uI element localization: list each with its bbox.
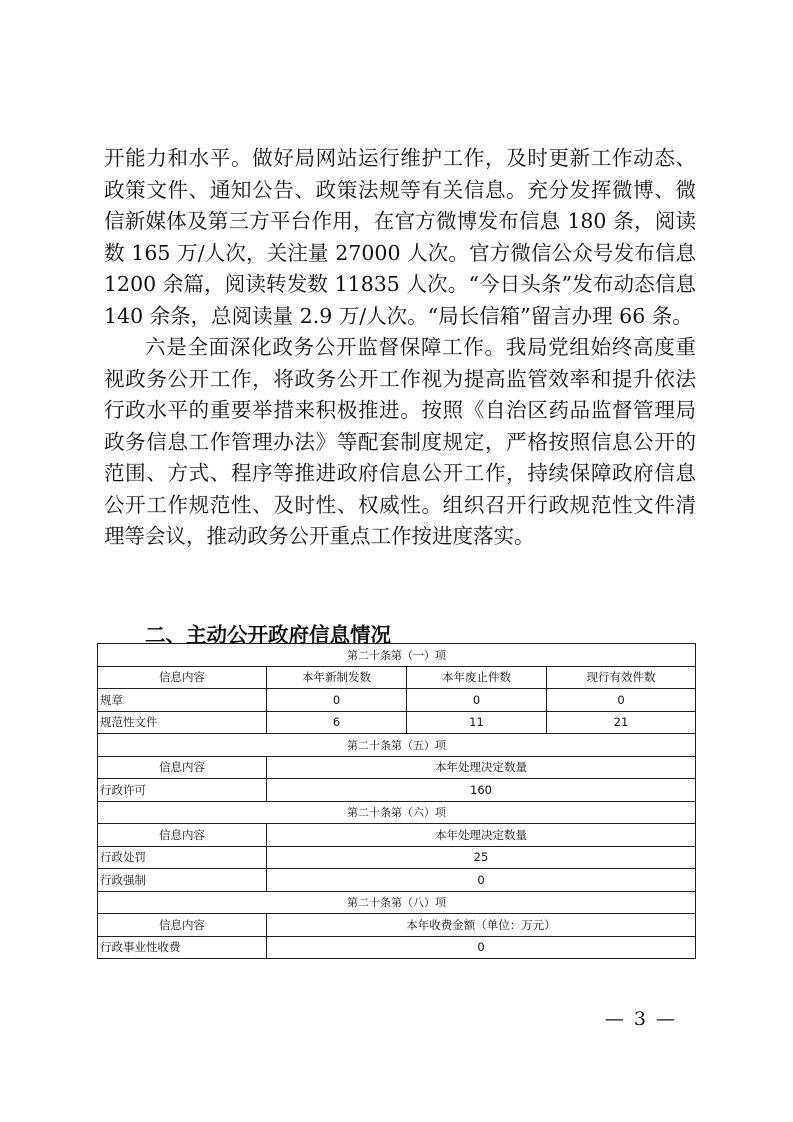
table-row [98,869,696,892]
table-cell: 6 [267,711,407,734]
section-title: 第二十条第（一）项 [98,644,696,667]
header-cell: 信息内容 [98,756,267,779]
table-section-row [98,734,696,757]
header-cell: 本年新制发数 [267,666,407,689]
row-label: 行政强制 [98,869,267,892]
table-header-row [98,756,696,779]
section-title: 第二十条第（八）项 [98,891,696,914]
info-disclosure-table [97,643,696,959]
row-label: 行政处罚 [98,846,267,869]
header-cell: 现行有效件数 [547,666,696,689]
header-cell: 信息内容 [98,914,267,937]
header-cell: 信息内容 [98,666,267,689]
table-row [98,779,696,802]
header-cell: 本年处理决定数量 [267,824,696,847]
table-cell: 0 [407,689,547,712]
table-section-row [98,801,696,824]
section-title: 第二十条第（六）项 [98,801,696,824]
section-title: 第二十条第（五）项 [98,734,696,757]
table-row [98,689,696,712]
table-header-row [98,824,696,847]
row-label: 行政事业性收费 [98,936,267,959]
header-cell: 信息内容 [98,824,267,847]
table-cell: 160 [267,779,696,802]
table-cell: 21 [547,711,696,734]
table-header-row [98,666,696,689]
body-text [104,143,696,553]
table-cell: 0 [267,689,407,712]
table-cell: 0 [267,869,696,892]
row-label: 规范性文件 [98,711,267,734]
table-cell: 0 [547,689,696,712]
table-cell: 11 [407,711,547,734]
table-section-row [98,644,696,667]
page-number: — 3 — [604,1008,677,1030]
row-label: 行政许可 [98,779,267,802]
table-cell: 0 [267,936,696,959]
table-section-row [98,891,696,914]
table-row [98,936,696,959]
table-cell: 25 [267,846,696,869]
header-cell: 本年处理决定数量 [267,756,696,779]
paragraph: 六是全面深化政务公开监督保障工作。我局党组始终高度重视政务公开工作，将政务公开工作视为提高监管效率和提升依法行政水平的重要举措来积极推进。按照《自治区药品监督管理局政务信息工作管理办法》等配套制度规定，严格按照信息公开的范围、方式、程序等推进政府信息公开工作，持续保障政府信息公开工作规范性、及时性、权威性。组织召开行政规范性文件清理等会议，推动政务公开重点工作按进度落实。 [104,335,696,548]
paragraph: 开能力和水平。做好局网站运行维护工作，及时更新工作动态、政策文件、通知公告、政策法规等有关信息。充分发挥微博、微信新媒体及第三方平台作用，在官方微博发布信息 180 条，阅读数 165 万/人次，关注量 27000 人次。官方微信公众号发布信息 1200 余篇，阅读转发数 11835 人次。“今日头条”发布动态信息 140 余条，总阅读量 2.9 万/人次。“局长信箱”留言办理 66 条。 [104,146,696,328]
header-cell: 本年废止件数 [407,666,547,689]
table-row [98,846,696,869]
table-header-row [98,914,696,937]
row-label: 规章 [98,689,267,712]
table-row [98,711,696,734]
header-cell: 本年收费金额（单位：万元） [267,914,696,937]
section-heading: 二、主动公开政府信息情况 [145,623,391,647]
